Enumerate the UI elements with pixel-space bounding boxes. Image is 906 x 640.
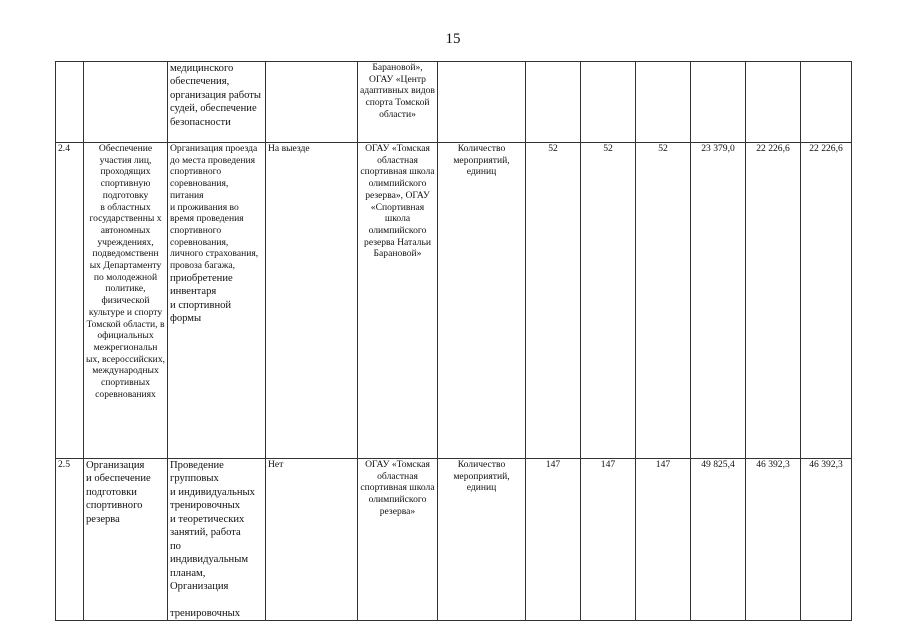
- sum-1: 49 825,4: [691, 459, 746, 621]
- table-row: [56, 459, 852, 621]
- event-executor: ОГАУ «Томская областная спортивная школа олимпийского резерва»: [358, 459, 438, 621]
- event-name: Организация и обеспечение подготовки спортивного резерва: [84, 459, 168, 621]
- table-row: [56, 62, 852, 143]
- row-number: [56, 62, 84, 143]
- event-condition: Нет: [266, 459, 358, 621]
- event-name: Обеспечение участия лиц, проходящих спортивную подготовку в областных государственны х автономных учреждениях, подведомственн ых Департаменту по молодежной политике, физической культуре и спорту Томской области, в официальных межрегиональн ых, всероссийских, международных спортивных соревнованиях: [84, 143, 168, 459]
- sum-1: 23 379,0: [691, 143, 746, 459]
- table-row: [56, 143, 852, 459]
- value-2: [581, 62, 636, 143]
- value-3: 52: [636, 143, 691, 459]
- event-indicator: [438, 62, 526, 143]
- sum-2: 46 392,3: [746, 459, 801, 621]
- event-content: Проведение групповых и индивидуальных тренировочных и теоретических занятий, работа по индивидуальным планам, Организация тренировочных: [168, 459, 266, 621]
- value-2: 147: [581, 459, 636, 621]
- row-number: 2.4: [56, 143, 84, 459]
- value-1: [526, 62, 581, 143]
- program-table: [55, 61, 852, 621]
- event-executor: ОГАУ «Томская областная спортивная школа олимпийского резерва», ОГАУ «Спортивная школа олимпийского резерва Натальи Барановой»: [358, 143, 438, 459]
- sum-1: [691, 62, 746, 143]
- event-content-big: приобретение инвентаря и спортивной формы: [170, 272, 233, 325]
- sum-2: 22 226,6: [746, 143, 801, 459]
- page-number: 15: [445, 31, 461, 47]
- event-indicator: Количество мероприятий, единиц: [438, 143, 526, 459]
- event-indicator: Количество мероприятий, единиц: [438, 459, 526, 621]
- event-condition: На выезде: [266, 143, 358, 459]
- row-number: 2.5: [56, 459, 84, 621]
- event-condition: [266, 62, 358, 143]
- value-3: 147: [636, 459, 691, 621]
- event-content-small: Организация проезда до места проведения спортивного соревнования, питания и проживания во время проведения спортивного соревнования, личного страхования, провоза багажа,: [170, 143, 259, 272]
- sum-3: 46 392,3: [801, 459, 852, 621]
- sum-2: [746, 62, 801, 143]
- event-content: [168, 143, 266, 459]
- value-2: 52: [581, 143, 636, 459]
- event-content: медицинского обеспечения, организация работы судей, обеспечение безопасности: [168, 62, 266, 143]
- event-name: [84, 62, 168, 143]
- value-3: [636, 62, 691, 143]
- sum-3: 22 226,6: [801, 143, 852, 459]
- event-executor: Барановой», ОГАУ «Центр адаптивных видов спорта Томской области»: [358, 62, 438, 143]
- value-1: 147: [526, 459, 581, 621]
- value-1: 52: [526, 143, 581, 459]
- sum-3: [801, 62, 852, 143]
